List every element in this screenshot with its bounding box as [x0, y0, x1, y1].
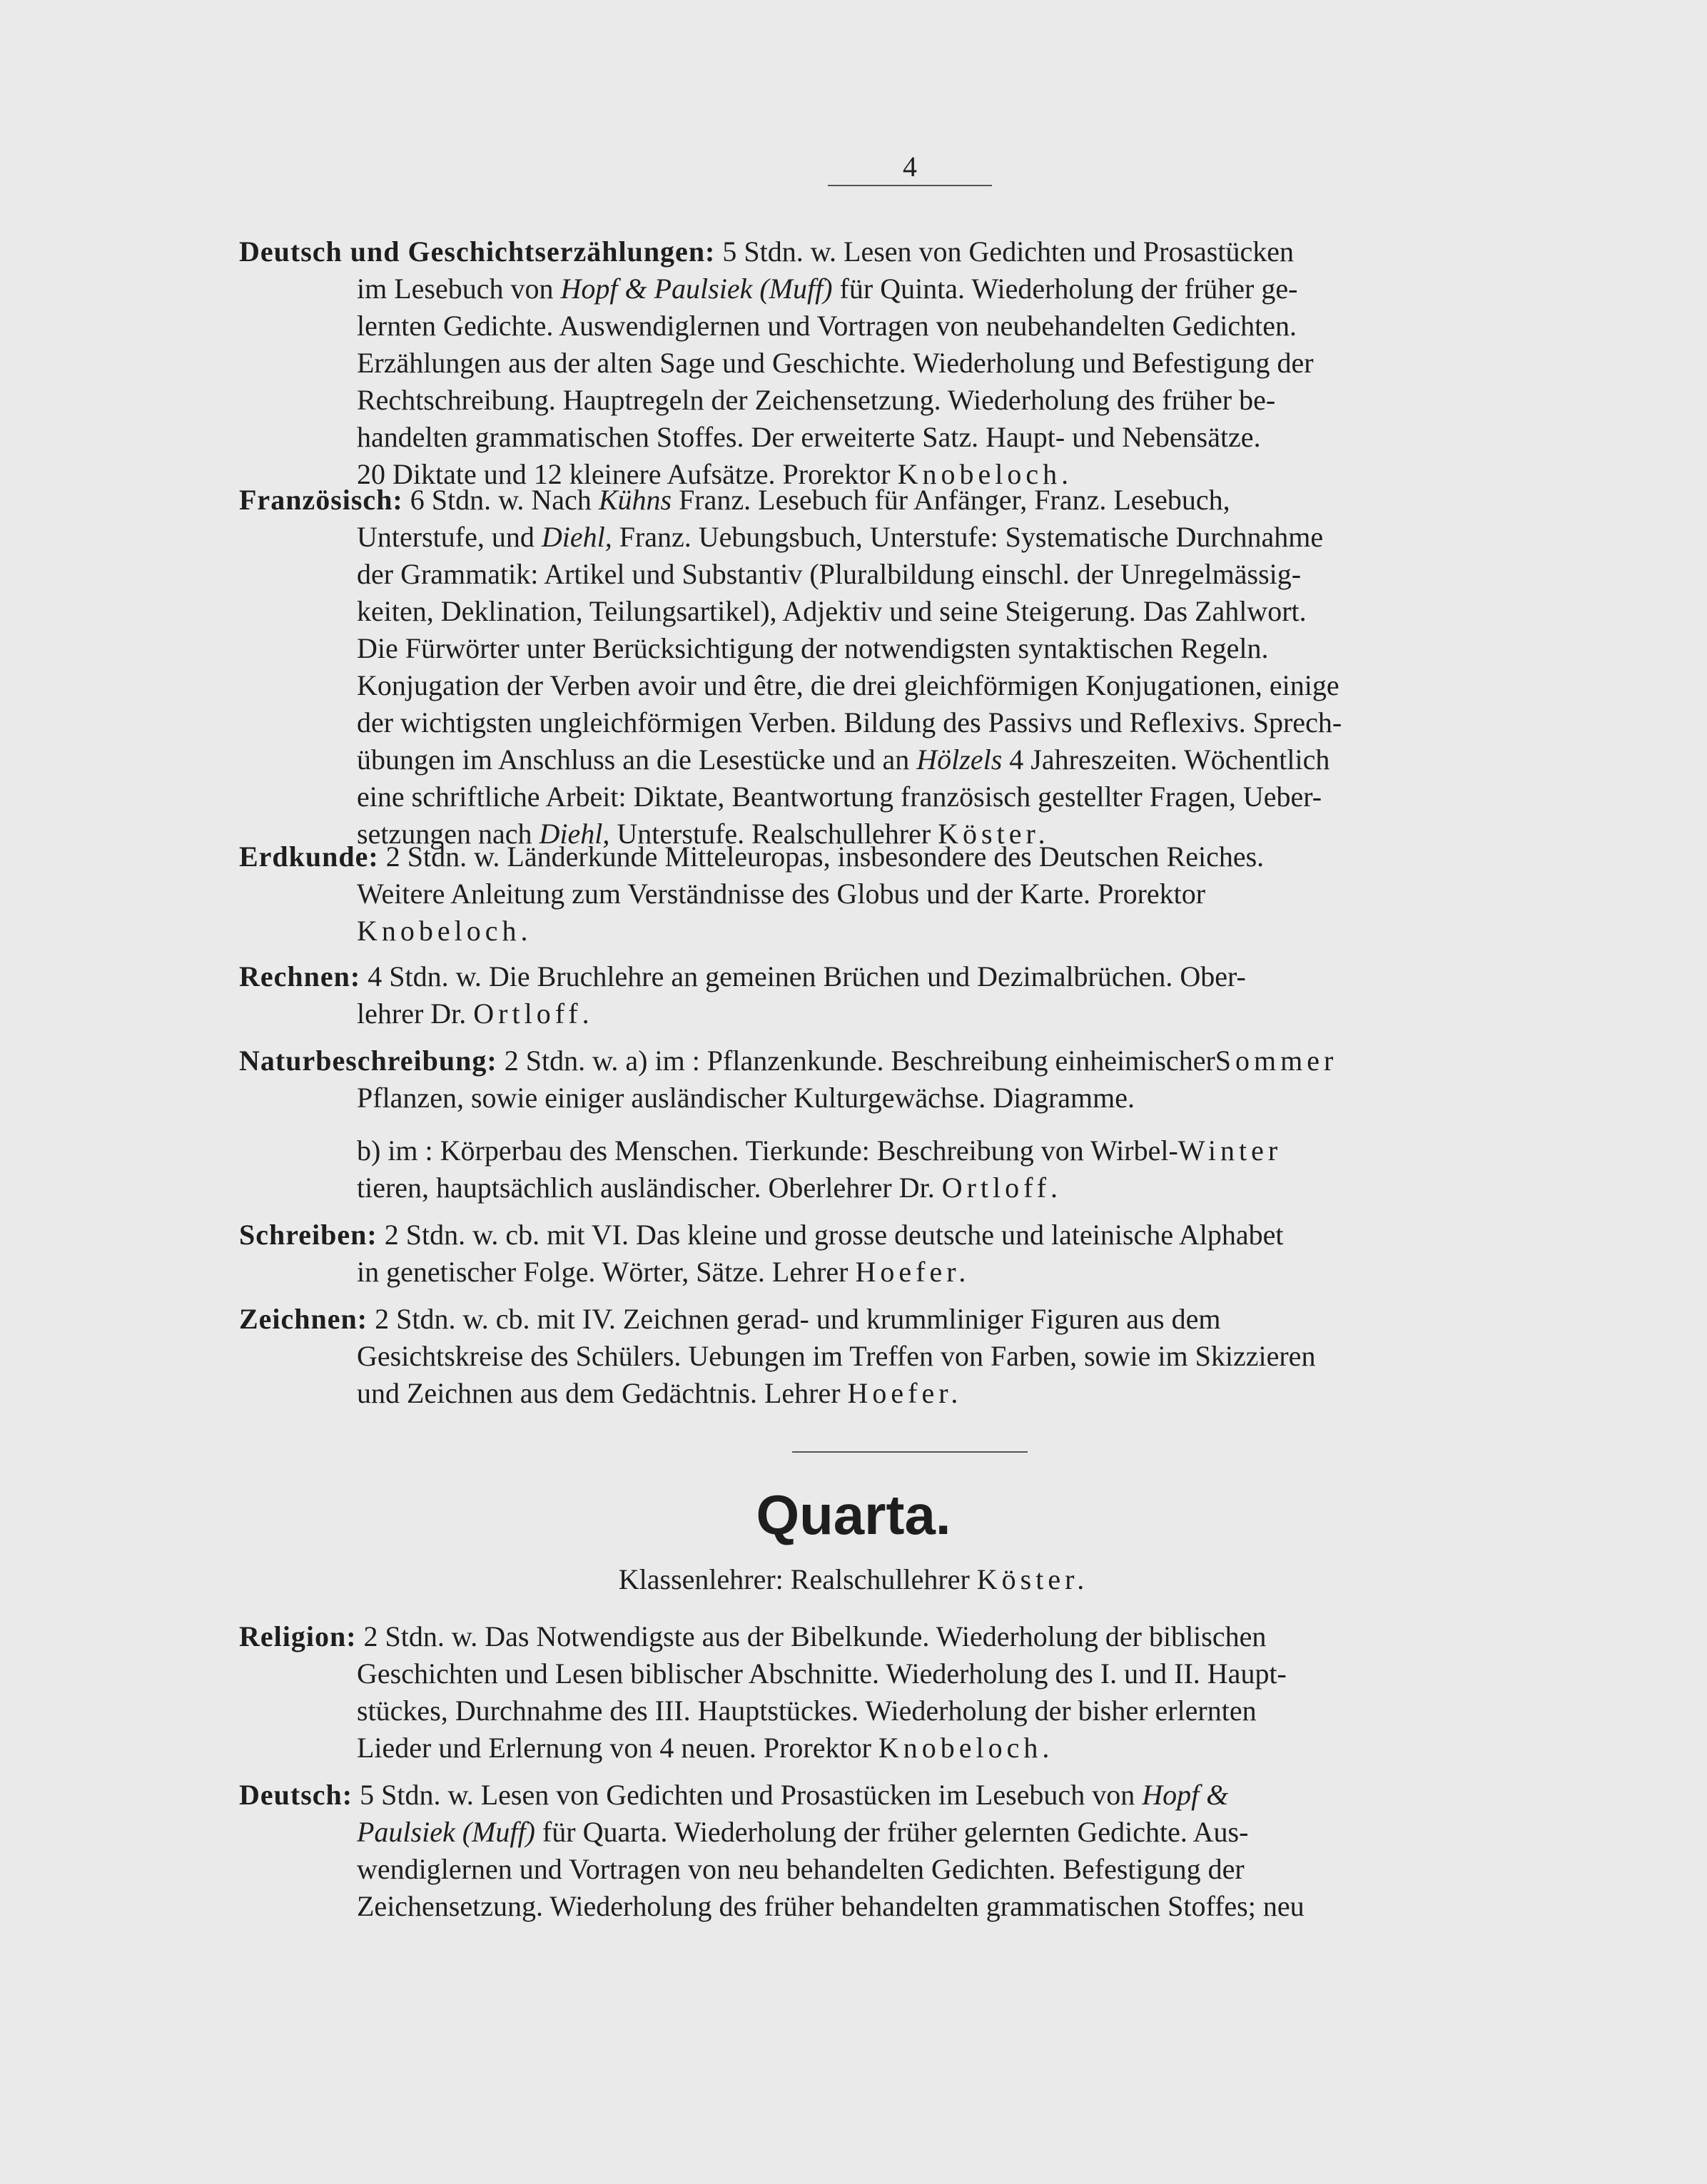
- text-line: [239, 1692, 1591, 1730]
- subject-heading: Französisch:: [239, 484, 403, 516]
- text-line: [239, 1655, 1591, 1692]
- text-line: [239, 1254, 1591, 1291]
- text-line: [239, 1217, 1591, 1254]
- page-number: 4: [903, 151, 917, 183]
- line-text: 4 Jahreszeiten. Wöchentlich: [1002, 743, 1330, 776]
- book-title: Diehl,: [541, 521, 612, 553]
- line-text: handelten grammatischen Stoffes. Der erweiterte Satz. Haupt- und Nebensätze.: [357, 421, 1261, 453]
- subject-heading: Erdkunde:: [239, 840, 379, 873]
- subject-heading: Rechnen:: [239, 960, 361, 992]
- subject-heading: Schreiben:: [239, 1219, 378, 1251]
- line-text: Geschichten und Lesen biblischer Abschnitte. Wiederholung des I. und II. Haupt-: [357, 1657, 1287, 1690]
- line-text: in genetischer Folge. Wörter, Sätze. Lehrer: [357, 1256, 856, 1288]
- text-line: [239, 556, 1591, 593]
- text-line: [239, 958, 1591, 995]
- text-line: [239, 1851, 1591, 1888]
- line-text: Franz. Uebungsbuch, Unterstufe: Systematische Durchnahme: [612, 521, 1324, 553]
- entry-naturbeschreibung: [239, 1042, 1591, 1117]
- teacher-name: Köster.: [938, 818, 1050, 850]
- line-text: der Grammatik: Artikel und Substantiv (Pluralbildung einschl. der Unregelmässig-: [357, 558, 1302, 590]
- class-teacher-line: [0, 1563, 1707, 1596]
- text-line: [239, 270, 1591, 308]
- line-text: 2 Stdn. w. a) im: [497, 1045, 692, 1077]
- entry-deutsch-geschichte: [239, 233, 1591, 493]
- text-line: [239, 1730, 1591, 1767]
- line-text: : Pflanzenkunde. Beschreibung einheimischer: [692, 1045, 1215, 1077]
- teacher-name: Hoefer.: [847, 1377, 963, 1409]
- text-line: [239, 593, 1591, 630]
- line-text: der wichtigsten ungleichförmigen Verben. Bildung des Passivs und Reflexivs. Sprech-: [357, 706, 1342, 738]
- line-text: Erzählungen aus der alten Sage und Geschichte. Wiederholung und Befestigung der: [357, 347, 1314, 379]
- line-text: lernten Gedichte. Auswendiglernen und Vortragen von neubehandelten Gedichten.: [357, 310, 1297, 342]
- text-line: [239, 778, 1591, 816]
- line-text: Unterstufe. Realschullehrer: [609, 818, 938, 850]
- text-line: [239, 741, 1591, 778]
- teacher-name: Ortloff.: [473, 997, 594, 1030]
- book-title: Paulsiek (Muff): [357, 1816, 535, 1848]
- teacher-name: Hoefer.: [855, 1256, 971, 1288]
- line-text: 5 Stdn. w. Lesen von Gedichten und Prosastücken im Lesebuch von: [353, 1779, 1143, 1811]
- teacher-name: Knobeloch.: [878, 1732, 1054, 1764]
- line-text: Unterstufe, und: [357, 521, 542, 553]
- class-teacher-name: Köster.: [976, 1563, 1089, 1595]
- entry-naturbeschreibung-winter: [239, 1132, 1591, 1207]
- subject-heading: Religion:: [239, 1620, 357, 1652]
- text-line: [239, 1777, 1591, 1814]
- line-text: wendiglernen und Vortragen von neu behandelten Gedichten. Befestigung der: [357, 1853, 1245, 1885]
- line-text: Lieder und Erlernung von 4 neuen. Prorektor: [357, 1732, 878, 1764]
- line-text: 2 Stdn. w. cb. mit VI. Das kleine und grosse deutsche und lateinische Alphabet: [377, 1219, 1284, 1251]
- text-line: [239, 233, 1591, 270]
- book-title: Hopf & Paulsiek (Muff): [560, 273, 833, 305]
- line-text: 6 Stdn. w. Nach: [402, 484, 599, 516]
- line-text: 20 Diktate und 12 kleinere Aufsätze. Prorektor: [357, 458, 898, 490]
- text-line: [239, 308, 1591, 345]
- line-text: Franz. Lesebuch für Anfänger, Franz. Lesebuch,: [672, 484, 1230, 516]
- section-title-quarta: Quarta.: [756, 1483, 951, 1546]
- text-line: [239, 1080, 1591, 1117]
- text-line: [239, 875, 1591, 913]
- text-line: [239, 1169, 1591, 1207]
- line-text: 2 Stdn. w. cb. mit IV. Zeichnen gerad- und krummliniger Figuren aus dem: [368, 1303, 1221, 1335]
- line-text: Rechtschreibung. Hauptregeln der Zeichensetzung. Wiederholung des früher be-: [357, 384, 1276, 416]
- text-line: [239, 1338, 1591, 1375]
- text-line: [239, 1375, 1591, 1412]
- entry-religion: [239, 1618, 1591, 1767]
- text-line: [239, 1132, 1591, 1169]
- entry-rechnen: [239, 958, 1591, 1032]
- text-line: [239, 995, 1591, 1032]
- line-text: im Lesebuch von: [357, 273, 561, 305]
- line-text: 5 Stdn. w. Lesen von Gedichten und Prosastücken: [715, 235, 1294, 268]
- line-text: keiten, Deklination, Teilungsartikel), Adjektiv und seine Steigerung. Das Zahlwort.: [357, 595, 1307, 627]
- text-line: [239, 345, 1591, 382]
- line-text: setzungen nach: [357, 818, 540, 850]
- text-line: [239, 1301, 1591, 1338]
- entry-erdkunde: [239, 838, 1591, 950]
- line-text: stückes, Durchnahme des III. Hauptstückes. Wiederholung der bisher erlernten: [357, 1695, 1257, 1727]
- book-title: Hopf &: [1142, 1779, 1229, 1811]
- text-line: [239, 1814, 1591, 1851]
- line-text: Weitere Anleitung zum Verständnisse des Globus und der Karte. Prorektor: [357, 878, 1206, 910]
- text-line: [239, 482, 1591, 519]
- text-line: [239, 1042, 1591, 1080]
- line-text: 2 Stdn. w. Das Notwendigste aus der Bibelkunde. Wiederholung der biblischen: [356, 1620, 1267, 1652]
- class-teacher-prefix: Klassenlehrer: Realschullehrer: [618, 1563, 977, 1595]
- text-line: [239, 838, 1591, 875]
- text-line: [239, 1618, 1591, 1655]
- line-text: 4 Stdn. w. Die Bruchlehre an gemeinen Brüchen und Dezimalbrüchen. Ober-: [360, 960, 1246, 992]
- text-line: [239, 630, 1591, 667]
- line-text: eine schriftliche Arbeit: Diktate, Beantwortung französisch gestellter Fragen, Ueber-: [357, 781, 1322, 813]
- entry-zeichnen: [239, 1301, 1591, 1412]
- line-text: Pflanzen, sowie einiger ausländischer Kulturgewächse. Diagramme.: [357, 1082, 1135, 1114]
- line-text: tieren, hauptsächlich ausländischer. Oberlehrer Dr.: [357, 1172, 942, 1204]
- subject-heading: Naturbeschreibung:: [239, 1045, 497, 1077]
- text-line: [239, 382, 1591, 419]
- line-text: 2 Stdn. w. Länderkunde Mitteleuropas, insbesondere des Deutschen Reiches.: [378, 840, 1265, 873]
- line-text: Die Fürwörter unter Berücksichtigung der notwendigsten syntaktischen Regeln.: [357, 632, 1269, 664]
- line-text: : Körperbau des Menschen. Tierkunde: Beschreibung von Wirbel-: [425, 1134, 1178, 1167]
- line-text: übungen im Anschluss an die Lesestücke und an: [357, 743, 917, 776]
- line-text: Konjugation der Verben avoir und être, die drei gleichförmigen Konjugationen, einige: [357, 669, 1339, 701]
- text-line: [239, 419, 1591, 456]
- line-text: lehrer Dr.: [357, 997, 474, 1030]
- line-text: Gesichtskreise des Schülers. Uebungen im Treffen von Farben, sowie im Skizzieren: [357, 1340, 1316, 1372]
- line-text: für Quarta. Wiederholung der früher gelernten Gedichte. Aus-: [535, 1816, 1249, 1848]
- line-text: für Quinta. Wiederholung der früher ge-: [832, 273, 1298, 305]
- subject-heading: Deutsch:: [239, 1779, 353, 1811]
- entry-schreiben: [239, 1217, 1591, 1291]
- text-line: [239, 913, 1591, 950]
- line-text: Zeichensetzung. Wiederholung des früher behandelten grammatischen Stoffes; neu: [357, 1890, 1305, 1922]
- teacher-name: Ortloff.: [941, 1172, 1063, 1204]
- page-header: [828, 150, 992, 186]
- book-title: Diehl,: [539, 818, 610, 850]
- line-text: b) im: [357, 1134, 425, 1167]
- book-title: Hölzels: [916, 743, 1003, 776]
- teacher-name: Sommer: [1215, 1045, 1338, 1077]
- section-divider: [792, 1451, 1028, 1453]
- subject-heading: Zeichnen:: [239, 1303, 368, 1335]
- book-title: Kühns: [598, 484, 672, 516]
- teacher-name: Knobeloch.: [897, 458, 1073, 490]
- text-line: [239, 519, 1591, 556]
- entry-deutsch-quarta: [239, 1777, 1591, 1925]
- entry-franzoesisch: [239, 482, 1591, 853]
- header-rule: [828, 185, 992, 186]
- subject-heading: Deutsch und Geschichtserzählungen:: [239, 235, 716, 268]
- text-line: [239, 667, 1591, 704]
- teacher-name: Knobeloch.: [357, 915, 532, 947]
- text-line: [239, 1888, 1591, 1925]
- text-line: [239, 704, 1591, 741]
- line-text: und Zeichnen aus dem Gedächtnis. Lehrer: [357, 1377, 848, 1409]
- teacher-name: Winter: [1177, 1134, 1282, 1167]
